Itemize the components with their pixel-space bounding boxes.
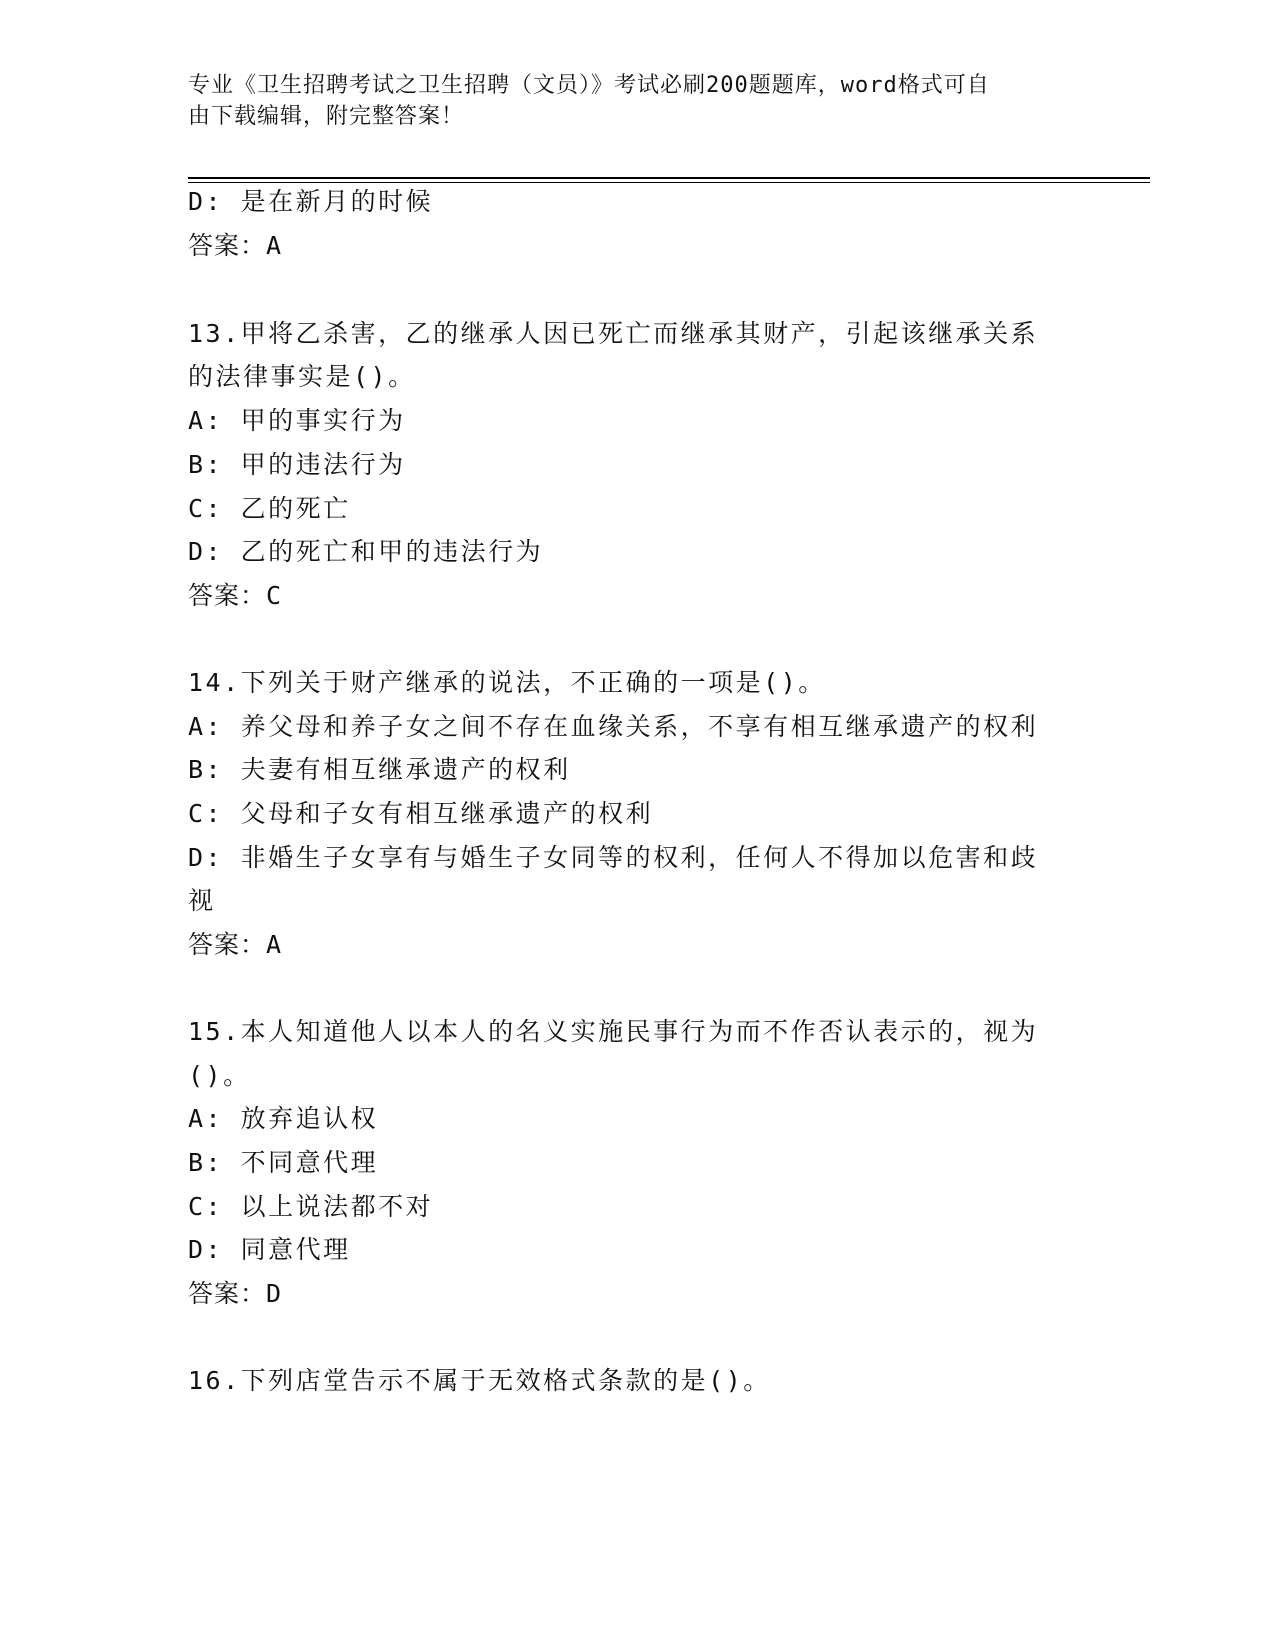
prev-answer	[188, 230, 282, 262]
question-13-answer	[188, 580, 282, 612]
question-14-option-a: A: 养父母和养子女之间不存在血缘关系，不享有相互继承遗产的权利	[188, 712, 1039, 741]
answer-value: C	[266, 581, 283, 610]
question-14-option-c: C: 父母和子女有相互继承遗产的权利	[188, 799, 654, 828]
answer-label: 答案：	[188, 231, 267, 260]
answer-label: 答案：	[188, 1279, 267, 1308]
question-16-stem: 16.下列店堂告示不属于无效格式条款的是()。	[188, 1366, 771, 1395]
question-13-stem-line-2: 的法律事实是()。	[188, 362, 416, 391]
document-header	[188, 70, 1088, 132]
question-13-stem-line-1: 13.甲将乙杀害，乙的继承人因已死亡而继承其财产，引起该继承关系	[188, 319, 1039, 348]
question-13-option-b: B: 甲的违法行为	[188, 450, 406, 479]
question-13-option-a: A: 甲的事实行为	[188, 406, 406, 435]
header-line-1: 专业《卫生招聘考试之卫生招聘（文员）》考试必刷200题题库，word格式可自	[188, 73, 990, 98]
question-15-answer	[188, 1278, 282, 1310]
question-15-option-d: D: 同意代理	[188, 1235, 351, 1264]
question-14-option-d-line-1: D: 非婚生子女享有与婚生子女同等的权利，任何人不得加以危害和歧	[188, 843, 1039, 872]
answer-label: 答案：	[188, 581, 267, 610]
answer-label: 答案：	[188, 930, 267, 959]
question-15-option-b: B: 不同意代理	[188, 1148, 379, 1177]
question-15-option-c: C: 以上说法都不对	[188, 1192, 434, 1221]
header-line-2: 由下载编辑，附完整答案！	[188, 104, 465, 129]
header-divider-thin	[188, 182, 1150, 183]
prev-option-d: D: 是在新月的时候	[188, 187, 434, 216]
question-15-stem-line-2: ()。	[188, 1061, 251, 1090]
question-14-option-d-line-2: 视	[188, 886, 216, 915]
header-divider-thick	[188, 177, 1150, 179]
question-14-answer	[188, 929, 282, 961]
answer-value: A	[266, 231, 283, 260]
question-13-option-c: C: 乙的死亡	[188, 494, 351, 523]
question-14-option-b: B: 夫妻有相互继承遗产的权利	[188, 755, 571, 784]
question-14-stem: 14.下列关于财产继承的说法，不正确的一项是()。	[188, 668, 826, 697]
question-15-option-a: A: 放弃追认权	[188, 1104, 379, 1133]
answer-value: A	[266, 930, 283, 959]
answer-value: D	[266, 1279, 283, 1308]
question-15-stem-line-1: 15.本人知道他人以本人的名义实施民事行为而不作否认表示的，视为	[188, 1017, 1039, 1046]
question-13-option-d: D: 乙的死亡和甲的违法行为	[188, 537, 544, 566]
